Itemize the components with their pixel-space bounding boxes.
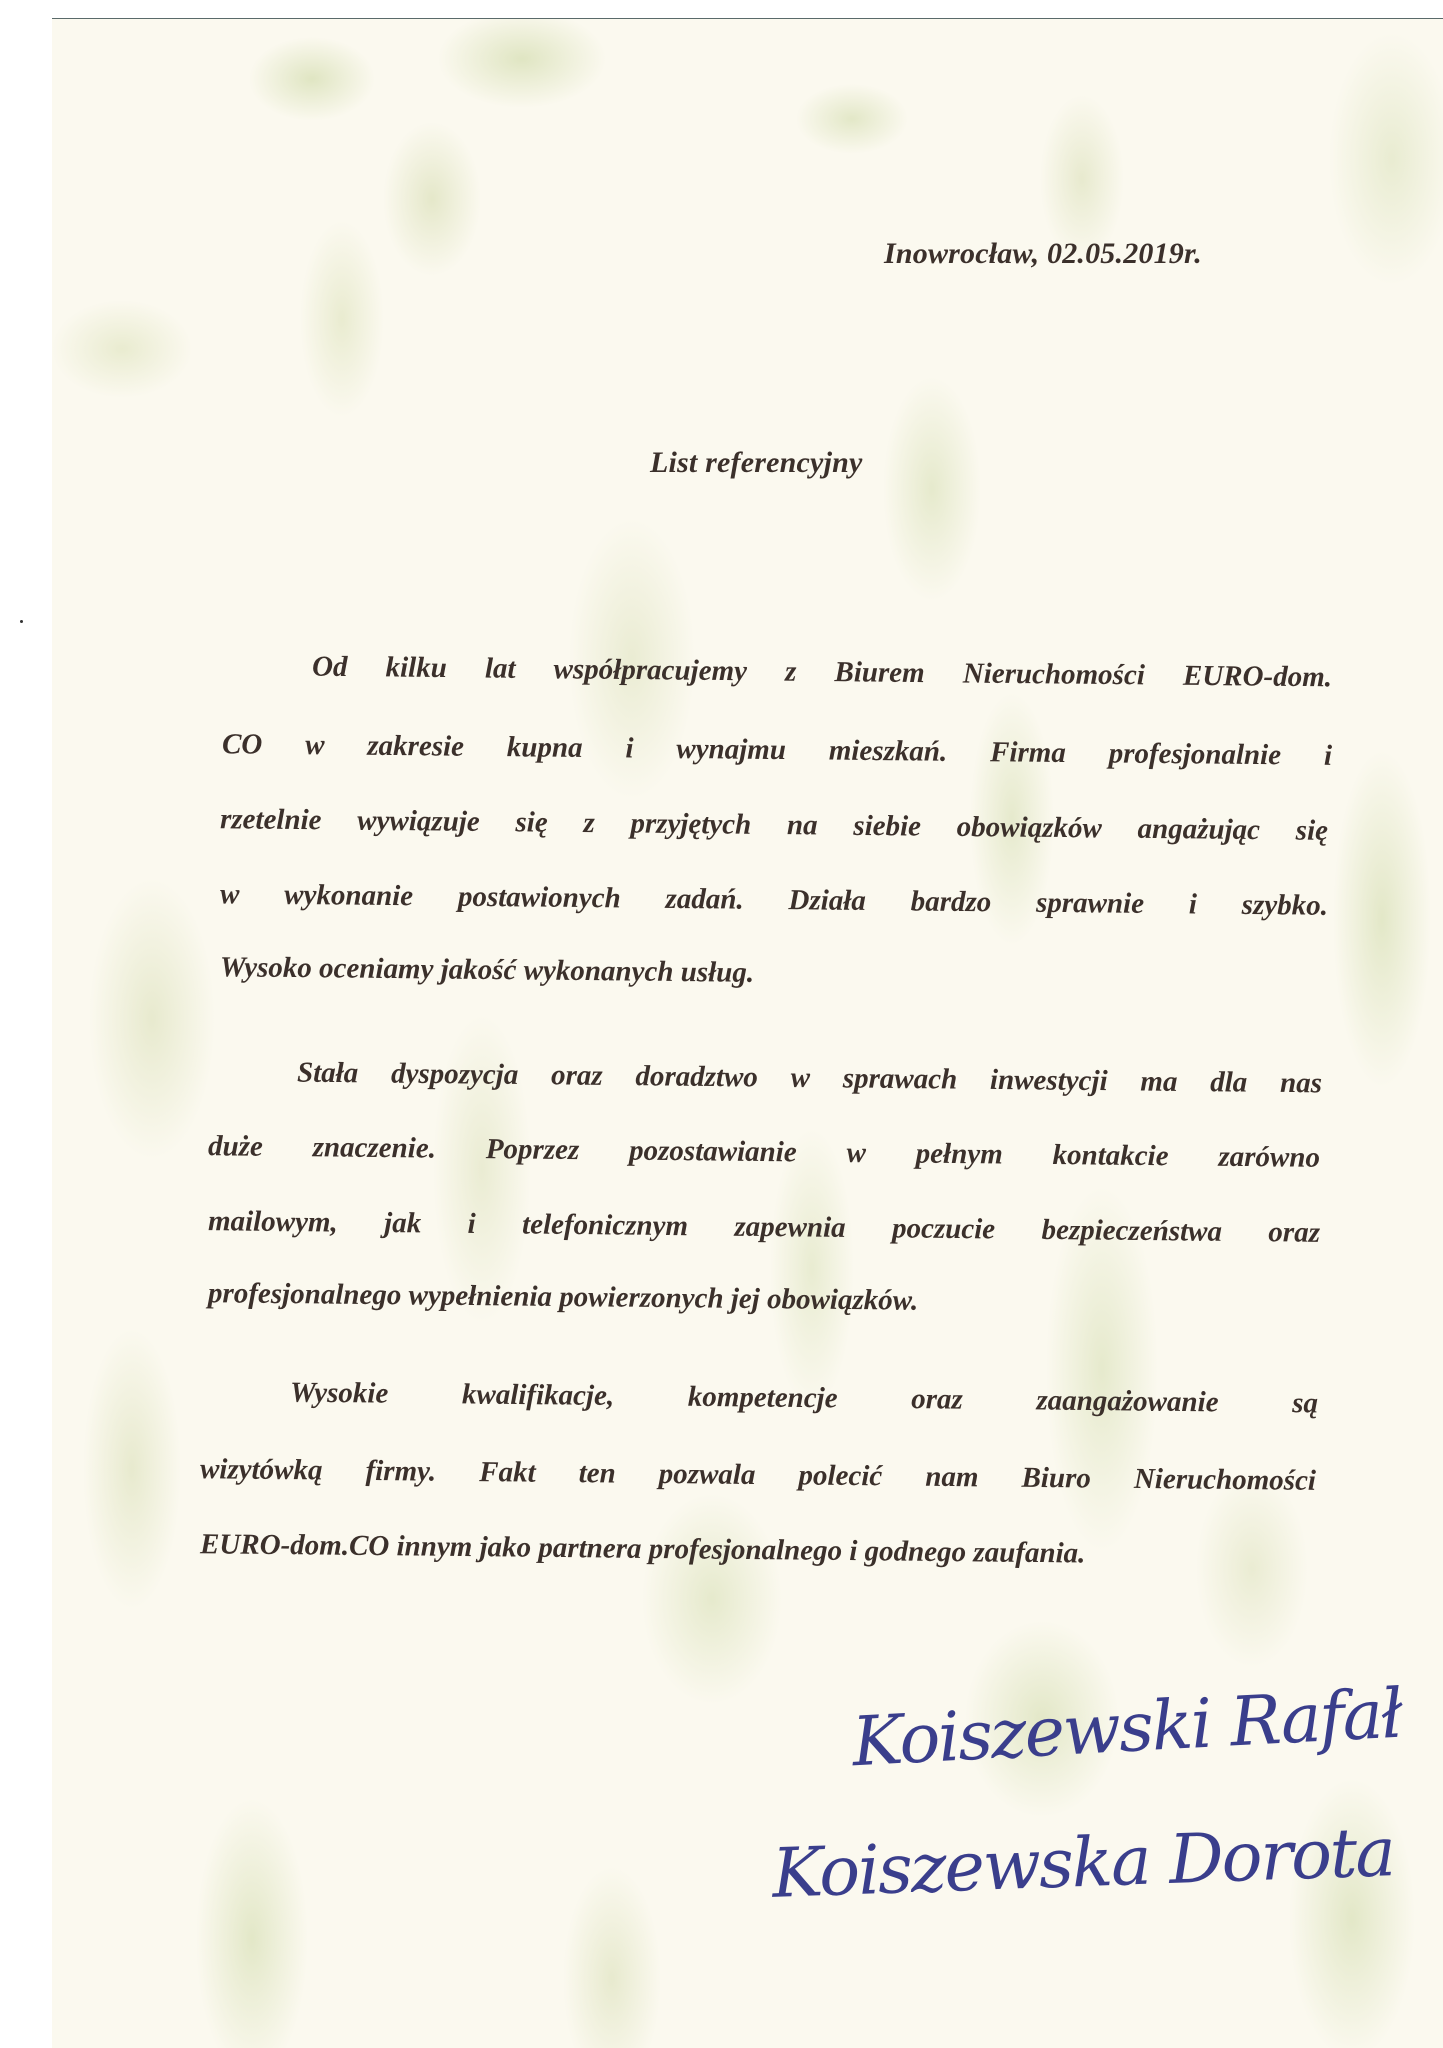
handwritten-signature-1: Koiszewski Rafał (850, 1674, 1404, 1783)
handwritten-signature-2: Koiszewska Dorota (770, 1813, 1396, 1914)
place-and-date: Inowrocław, 02.05.2019r. (884, 237, 1202, 270)
paragraph-line: rzetelnie wywiązuje się z przyjętych na siebie obowiązków angażując się (219, 803, 1329, 847)
paragraph-line: profesjonalnego wypełnienia powierzonych jej obowiązków. (207, 1277, 919, 1317)
paragraph-line: duże znaczenie. Poprzez pozostawianie w pełnym kontakcie zarówno (207, 1130, 1321, 1174)
paragraph-line: wizytówką firmy. Fakt ten pozwala polecić nam Biuro Nieruchomości (199, 1453, 1317, 1497)
paragraph-line: Wysokie kwalifikacje, kompetencje oraz zaangażowanie są (289, 1376, 1319, 1420)
paragraph-line: Od kilku lat współpracujemy z Biurem Nieruchomości EURO-dom. (311, 650, 1333, 694)
letter-title: List referencyjny (650, 446, 863, 479)
paragraph-line: EURO-dom.CO innym jako partnera profesjonalnego i godnego zaufania. (199, 1528, 1086, 1570)
paragraph-line: Stała dyspozycja oraz doradztwo w sprawach inwestycji ma dla nas (296, 1056, 1323, 1100)
paragraph-line: Wysoko oceniamy jakość wykonanych usług. (219, 951, 755, 989)
marbled-paper-sheet (52, 18, 1443, 2048)
paragraph-line: mailowym, jak i telefonicznym zapewnia poczucie bezpieczeństwa oraz (207, 1205, 1321, 1249)
paragraph-line: w wykonanie postawionych zadań. Działa bardzo sprawnie i szybko. (219, 878, 1329, 922)
paragraph-line: CO w zakresie kupna i wynajmu mieszkań. Firma profesjonalnie i (221, 728, 1333, 772)
scan-dust-speck (20, 620, 23, 623)
